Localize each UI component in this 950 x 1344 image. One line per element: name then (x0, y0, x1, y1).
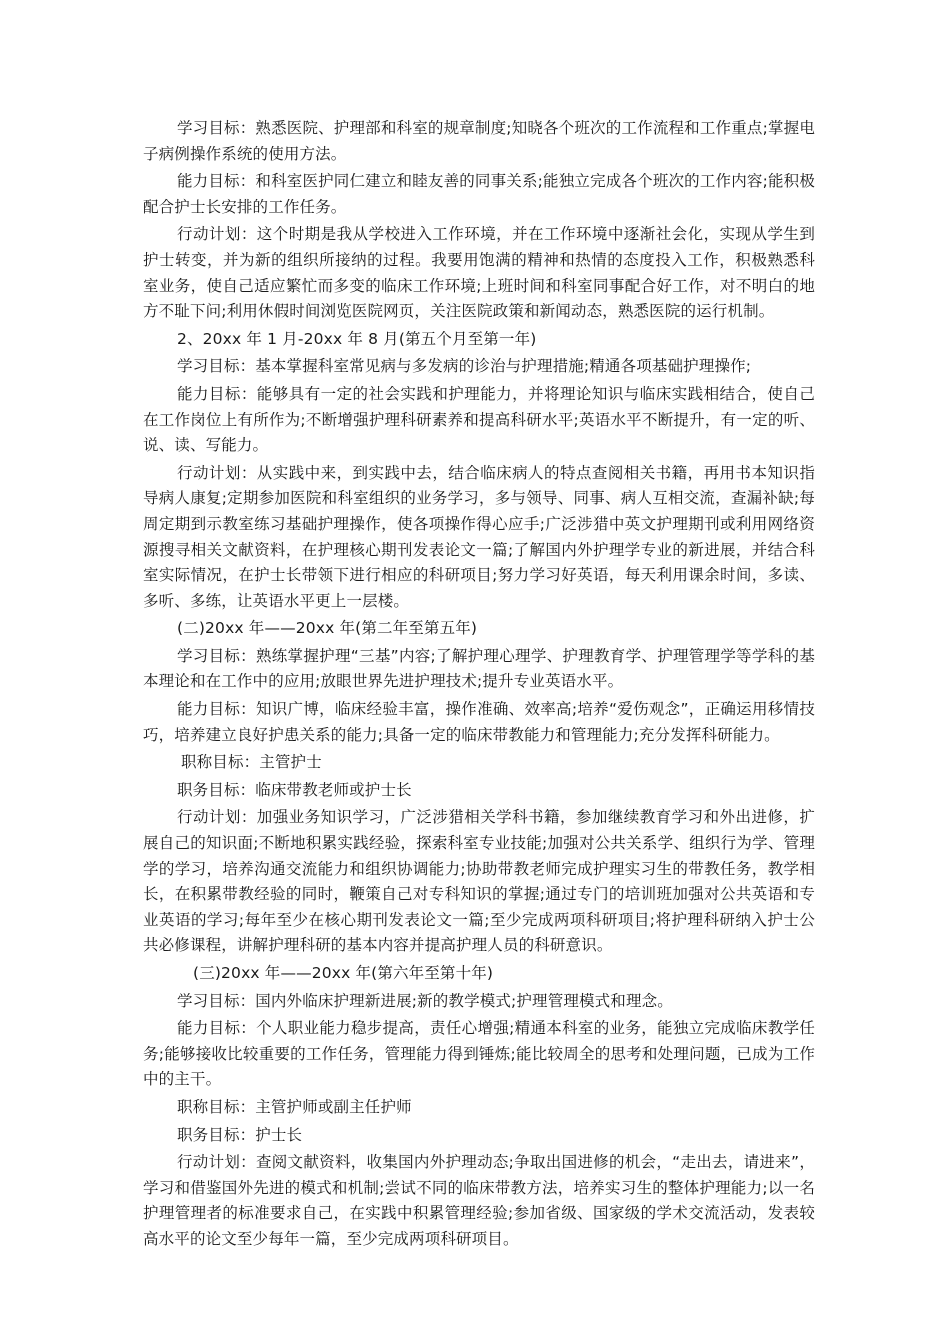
paragraph-action-plan-3: 行动计划：加强业务知识学习，广泛涉猎相关学科书籍，参加继续教育学习和外出进修，扩展自己的知识面;不断地积累实践经验，探索科室专业技能;加强对公共关系学、组织行为学、管理学的学习，培养沟通交流能力和组织协调能力;协助带教老师完成护理实习生的带教任务，教学相长，在积累带教经验的同时，鞭策自己对专科知识的掌握;通过专门的培训班加强对公共英语和专业英语的学习;每年至少在核心期刊发表论文一篇;至少完成两项科研项目;将护理科研纳入护士公共必修课程，讲解护理科研的基本内容并提高护理人员的科研意识。 (143, 808, 815, 955)
paragraph-ability-goal-3: 能力目标：知识广博，临床经验丰富，操作准确、效率高;培养“爱伤观念”，正确运用移情技巧，培养建立良好护患关系的能力;具备一定的临床带教能力和管理能力;充分发挥科研能力。 (143, 700, 815, 744)
section-heading-2: 2、20xx 年 1 月-20xx 年 8 月(第五个月至第一年) (177, 329, 537, 348)
paragraph-title-goal-3: 职称目标：主管护士 (181, 753, 322, 772)
document-page (0, 116, 950, 1255)
paragraph-learning-goal-3: 学习目标：熟练掌握护理“三基”内容;了解护理心理学、护理教育学、护理管理学等学科的基本理论和在工作中的应用;放眼世界先进护理技术;提升专业英语水平。 (143, 646, 815, 691)
paragraph-ability-goal-1: 能力目标：和科室医护同仁建立和睦友善的同事关系;能独立完成各个班次的工作内容;能积极配合护士长安排的工作任务。 (143, 172, 815, 216)
paragraph-action-plan-1: 行动计划：这个时期是我从学校进入工作环境，并在工作环境中逐渐社会化，实现从学生到护士转变，并为新的组织所接纳的过程。我要用饱满的精神和热情的态度投入工作，积极熟悉科室业务，使自己适应繁忙而多变的临床工作环境;上班时间和科室同事配合好工作，对不明白的地方不耻下问;利用休假时间浏览医院网页，关注医院政策和新闻动态，熟悉医院的运行机制。 (143, 225, 815, 321)
section-heading-phase-2: (二)20xx 年——20xx 年(第二年至第五年) (177, 619, 478, 638)
paragraph-learning-goal-4: 学习目标：国内外临床护理新进展;新的教学模式;护理管理模式和理念。 (177, 991, 673, 1010)
paragraph-ability-goal-2: 能力目标：能够具有一定的社会实践和护理能力，并将理论知识与临床实践相结合，使自己在工作岗位上有所作为;不断增强护理科研素养和提高科研水平;英语水平不断提升，有一定的听、说、读、写能力。 (143, 384, 815, 455)
paragraph-learning-goal-2: 学习目标：基本掌握科室常见病与多发病的诊治与护理措施;精通各项基础护理操作; (177, 357, 752, 376)
paragraph-position-goal-4: 职务目标：护士长 (177, 1125, 303, 1144)
paragraph-ability-goal-4: 能力目标：个人职业能力稳步提高，责任心增强;精通本科室的业务，能独立完成临床教学任务;能够接收比较重要的工作任务，管理能力得到锤炼;能比较周全的思考和处理问题，已成为工作中的主干。 (143, 1019, 815, 1089)
paragraph-learning-goal-1: 学习目标：熟悉医院、护理部和科室的规章制度;知晓各个班次的工作流程和工作重点;掌握电子病例操作系统的使用方法。 (143, 119, 815, 163)
paragraph-title-goal-4: 职称目标：主管护师或副主任护师 (177, 1097, 412, 1116)
section-heading-phase-3: (三)20xx 年——20xx 年(第六年至第十年) (193, 964, 494, 982)
paragraph-action-plan-2: 行动计划：从实践中来，到实践中去，结合临床病人的特点查阅相关书籍，再用书本知识指导病人康复;定期参加医院和科室组织的业务学习，多与领导、同事、病人互相交流，查漏补缺;每周定期到示教室练习基础护理操作，使各项操作得心应手;广泛涉猎中英文护理期刊或利用网络资源搜寻相关文献资料，在护理核心期刊发表论文一篇;了解国内外护理学专业的新进展，并结合科室实际情况，在护士长带领下进行相应的科研项目;努力学习好英语，每天利用课余时间，多读、多听、多练，让英语水平更上一层楼。 (143, 463, 815, 610)
paragraph-position-goal-3: 职务目标：临床带教老师或护士长 (177, 780, 412, 799)
paragraph-action-plan-4: 行动计划：查阅文献资料，收集国内外护理动态;争取出国进修的机会，“走出去，请进来”，学习和借鉴国外先进的模式和机制;尝试不同的临床带教方法，培养实习生的整体护理能力;以一名护理管理者的标准要求自己，在实践中积累管理经验;参加省级、国家级的学术交流活动，发表较高水平的论文至少每年一篇，至少完成两项科研项目。 (143, 1153, 815, 1248)
